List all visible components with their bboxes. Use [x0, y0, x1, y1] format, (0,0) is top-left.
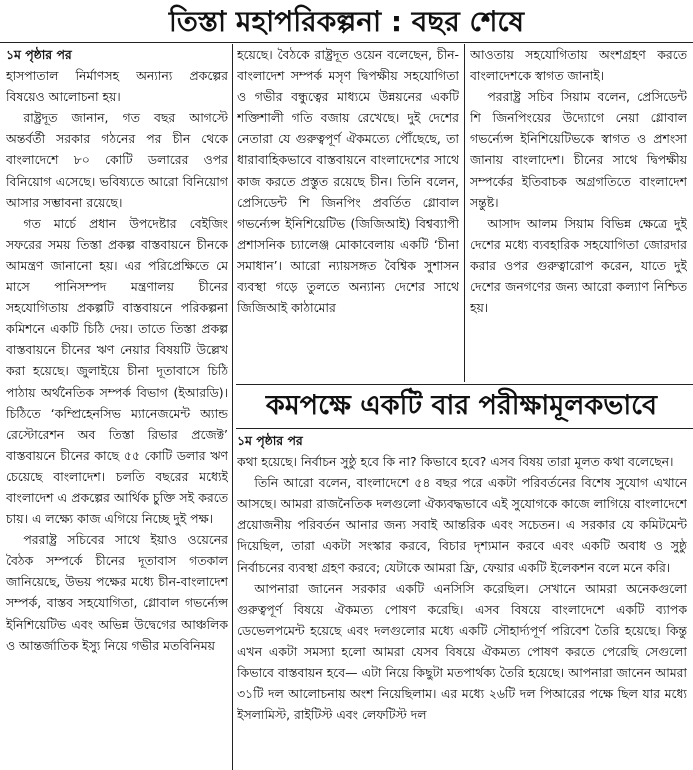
paragraph: আওতায় সহযোগিতায় অংশগ্রহণ করতে বাংলাদেশকে স্বাগত জানাই। — [470, 47, 687, 84]
paragraph: কথা হয়েছে। নির্বাচন সুষ্ঠু হবে কি না? কিভাবে হবে? এসব বিষয় তারা মূলত কথা বলেছেন। — [237, 454, 674, 470]
paragraph: গত মার্চে প্রধান উপদেষ্টার বেইজিং সফরের সময় তিস্তা প্রকল্প বাস্তবায়নে চীনকে আমন্ত্রণ জানানো হয়। এর পরিপ্রেক্ষিতে মে মাসে পানিসম্পদ মন্ত্রণালয় চীনের সহযোগিতায় প্রকল্পটি বাস্তবায়নে পরিকল্পনা কমিশনে একটি চিঠি দেয়। তাতে তিস্তা প্রকল্প বাস্তবায়নে চীনের ঋণ নেয়ার বিষয়টি উল্লেখ করা হয়েছে। জুলাইয়ে চীনা দূতাবাসে চিঠি পাঠায় অর্থনৈতিক সম্পর্ক বিভাগ (ইআরডি)। চিঠিতে ‘কম্প্রিহেনসিভ ম্যানেজমেন্ট অ্যান্ড রেস্টোরেশন অব তিস্তা রিভার প্রজেক্ট’ বাস্তবায়নে চীনের কাছে ৫৫ কোটি ডলার ঋণ চেয়েছে বাংলাদেশ। চলতি বছরের মধ্যেই বাংলাদেশ এ প্রকল্পের আর্থিক চুক্তি সই করতে চায়। এ লক্ষ্যে কাজ এগিয়ে নিচ্ছে দুই পক্ষ। — [6, 215, 228, 527]
paragraph: হয়েছে। বৈঠকে রাষ্ট্রদূত ওয়েন বলেছেন, চীন-বাংলাদেশ সম্পর্ক মসৃণ দ্বিপক্ষীয় সহযোগিতা ও গভীর বন্ধুত্বের মাধ্যমে উন্নয়নের একটি শক্তিশালী গতি বজায় রেখেছে। দুই দেশের নেতারা যে গুরুত্বপূর্ণ ঐকমত্যে পৌঁছেছে, তা ধারাবাহিকভাবে বাস্তবায়নে বাংলাদেশের সাথে কাজ করতে প্রস্তুত রয়েছে চীন। তিনি বলেন, প্রেসিডেন্ট শি জিনপিং প্রবর্তিত গ্লোবাল গভর্ন্যেন্স ইনিশিয়েটিভ (জিজিআই) বিশ্বব্যাপী প্রশাসনিক চ্যালেঞ্জ মোকাবেলায় একটি ‘চীনা সমাধান’। আরো ন্যায়সঙ্গত বৈশ্বিক সুশাসন ব্যবস্থা গড়ে তুলতে অন্যান্য দেশের সাথে জিজিআই কাঠামোর — [237, 47, 459, 316]
article-1-column-1 — [6, 44, 228, 770]
headline-rule — [236, 428, 693, 429]
article-2-body — [237, 430, 687, 770]
continued-label: ১ম পৃষ্ঠার পর — [6, 47, 72, 62]
article-2-headline: কমপক্ষে একটি বার পরীক্ষামূলকভাবে — [265, 390, 658, 421]
paragraph: রাষ্ট্রদূত জানান, গত বছর আগস্টে অন্তর্বর্তী সরকার গঠনের পর চীন থেকে বাংলাদেশে ৮০ কোটি ডলারের ওপর বিনিয়োগ এসেছে। ভবিষ্যতে আরো বিনিয়োগ আসার সম্ভাবনা রয়েছে। — [6, 110, 228, 210]
paragraph: আসাদ আলম সিয়াম বিভিন্ন ক্ষেত্রে দুই দেশের মধ্যে ব্যবহারিক সহযোগিতা জোরদার করার ওপর গুরুত্বারোপ করেন, যাতে দুই দেশের জনগণের জন্য আরো কল্যাণ নিশ্চিত হয়। — [470, 215, 687, 316]
article-1-headline: তিস্তা মহাপরিকল্পনা : বছর শেষে — [168, 5, 525, 38]
paragraph: পররাষ্ট্র সচিবের সাথে ইয়াও ওয়েনের বৈঠক সম্পর্কে চীনের দূতাবাস গতকাল জানিয়েছে, উভয় পক্ষের মধ্যে চীন-বাংলাদেশ সম্পর্ক, বাস্তব সহযোগিতা, গ্লোবাল গভর্ন্যেন্স ইনিশিয়েটিভ এবং অভিন্ন উদ্বেগের আঞ্চলিক ও আন্তর্জাতিক ইস্যু নিয়ে গভীর মতবিনিময় — [6, 532, 228, 653]
article-1-column-2 — [237, 44, 459, 382]
headline-rule — [0, 42, 693, 43]
paragraph: আপনারা জানেন সরকার একটি এনসিসি করেছিল। সেখানে আমরা অনেকগুলো গুরুত্বপূর্ণ বিষয়ে ঐকমত্য পোষণ করেছি। এসব বিষয়ে বাংলাদেশে একটি ব্যাপক ডেভেলপমেন্ট হয়েছে এবং দলগুলোর মধ্যে একটি সৌহার্দ্যপূর্ণ পরিবেশ তৈরি হয়েছে। কিন্তু এখন একটা সমস্যা হলো আমরা যেসব বিষয়ে ঐকমত্য পোষণ করতে পেরেছি সেগুলো কিভাবে বাস্তবায়ন হবে— এটা নিয়ে কিছুটা মতপার্থক্য তৈরি হয়েছে। আপনারা জানেন আমরা ৩১টি দল আলোচনায় অংশ নিয়েছিলাম। এর মধ্যে ২৬টি দল পিআরের পক্ষে ছিল যার মধ্যে ইসলামিস্ট, রাইটিস্ট এবং লেফটিস্ট দল — [237, 580, 687, 723]
column-divider — [464, 44, 465, 382]
paragraph: পররাষ্ট্র সচিব সিয়াম বলেন, প্রেসিডেন্ট শি জিনপিংয়ের উদ্যোগে নেয়া গ্লোবাল গভর্ন্যেন্স ইনিশিয়েটিভকে স্বাগত ও প্রশংসা জানায় বাংলাদেশ। চীনের সাথে দ্বিপক্ষীয় সম্পর্কের ইতিবাচক অগ্রগতিতে বাংলাদেশ সন্তুষ্ট। — [470, 89, 687, 210]
continued-label: ১ম পৃষ্ঠার পর — [237, 433, 303, 448]
paragraph: তিনি আরো বলেন, বাংলাদেশে ৫৪ বছর পরে একটা পরিবর্তনের বিশেষ সুযোগ এখানে আসছে। আমরা রাজনৈতিক দলগুলো ঐক্যবদ্ধভাবে এই সুযোগকে কাজে লাগিয়ে বাংলাদেশে প্রয়োজনীয় পরিবর্তন আনার জন্য সবাই আন্তরিক এবং সচেতন। এ সরকার যে কমিটমেন্ট দিয়েছিল, তারা একটা সংস্কার করবে, বিচার দৃশ্যমান করবে এবং একটি অবাধ ও সুষ্ঠু নির্বাচনের ব্যবস্থা গ্রহণ করবে; যেটাকে আমরা ফ্রি, ফেয়ার একটি ইলেকশন বলে মনে করি। — [237, 475, 687, 575]
paragraph: হাসপাতাল নির্মাণসহ অন্যান্য প্রকল্পের বিষয়েও আলোচনা হয়। — [6, 68, 228, 105]
article-1-column-3 — [470, 44, 687, 382]
